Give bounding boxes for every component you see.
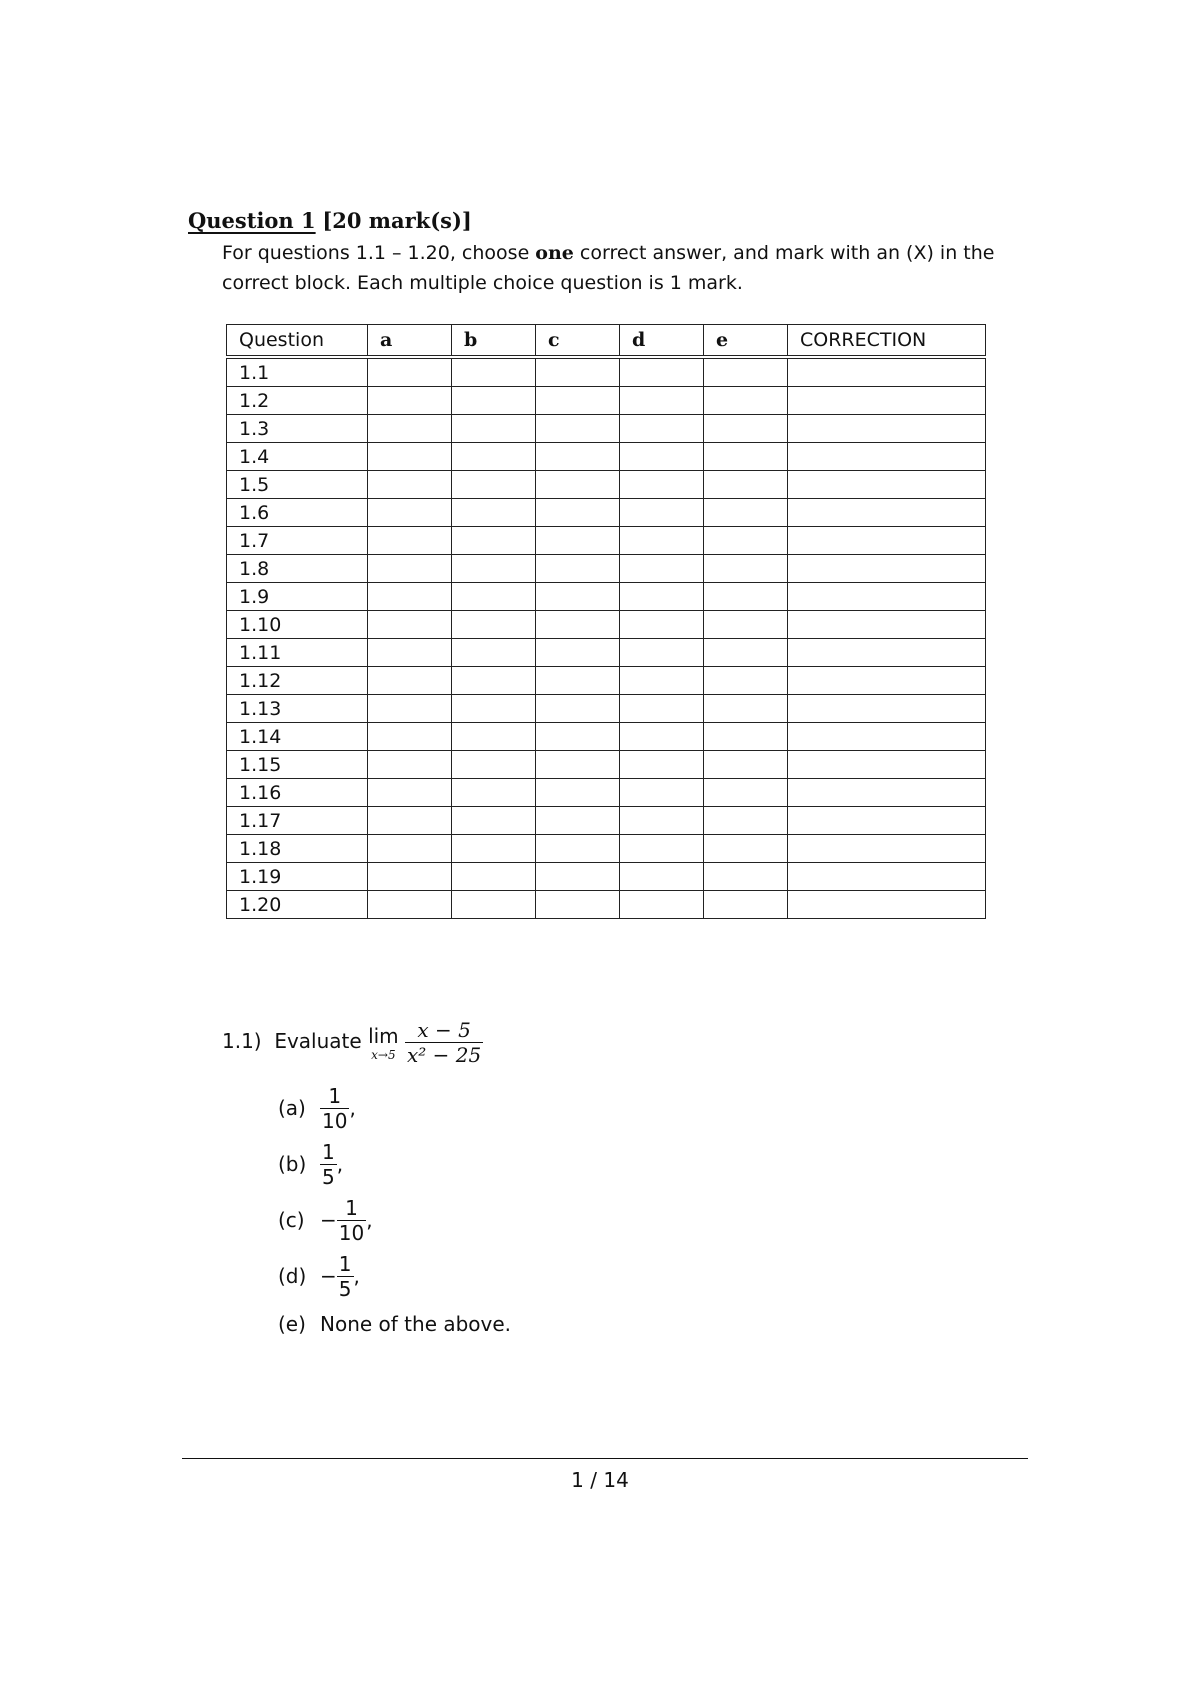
answer-cell-b[interactable]	[452, 751, 536, 779]
answer-cell-d[interactable]	[620, 471, 704, 499]
answer-cell-e[interactable]	[704, 723, 788, 751]
option-sign: −	[320, 1264, 337, 1288]
answer-table-body	[227, 357, 986, 919]
answer-table	[226, 324, 986, 919]
answer-cell-b[interactable]	[452, 611, 536, 639]
answer-cell-a[interactable]	[368, 807, 452, 835]
option-label: (e)	[278, 1312, 306, 1336]
table-row	[227, 555, 986, 583]
answer-cell-c[interactable]	[536, 807, 620, 835]
answer-cell-a[interactable]	[368, 639, 452, 667]
answer-cell-b[interactable]	[452, 695, 536, 723]
answer-cell-d[interactable]	[620, 891, 704, 919]
question-number-cell: 1.15	[227, 751, 368, 779]
answer-cell-a[interactable]	[368, 415, 452, 443]
table-row	[227, 667, 986, 695]
instructions-part2: correct answer, and mark with an (X) in the correct block. Each multiple choice question is 1 mark.	[222, 242, 995, 294]
answer-cell-c[interactable]	[536, 779, 620, 807]
answer-cell-d[interactable]	[620, 723, 704, 751]
answer-cell-d[interactable]	[620, 751, 704, 779]
answer-cell-e[interactable]	[704, 639, 788, 667]
answer-cell-e[interactable]	[704, 387, 788, 415]
correction-cell[interactable]	[788, 807, 986, 835]
table-row	[227, 807, 986, 835]
answer-cell-e[interactable]	[704, 499, 788, 527]
answer-cell-b[interactable]	[452, 527, 536, 555]
question-number-cell: 1.17	[227, 807, 368, 835]
correction-cell[interactable]	[788, 415, 986, 443]
answer-cell-a[interactable]	[368, 443, 452, 471]
table-row	[227, 415, 986, 443]
answer-cell-c[interactable]	[536, 471, 620, 499]
answer-cell-b[interactable]	[452, 471, 536, 499]
answer-cell-a[interactable]	[368, 891, 452, 919]
table-row	[227, 779, 986, 807]
question-number-cell: 1.19	[227, 863, 368, 891]
answer-cell-b[interactable]	[452, 891, 536, 919]
option-numerator: 1	[337, 1196, 366, 1221]
answer-cell-d[interactable]	[620, 499, 704, 527]
header-correction: CORRECTION	[788, 325, 986, 358]
answer-cell-d[interactable]	[620, 611, 704, 639]
answer-cell-a[interactable]	[368, 387, 452, 415]
answer-cell-a[interactable]	[368, 527, 452, 555]
table-row	[227, 499, 986, 527]
correction-cell[interactable]	[788, 723, 986, 751]
question-number-cell: 1.16	[227, 779, 368, 807]
option-suffix: ,	[366, 1208, 373, 1232]
answer-cell-e[interactable]	[704, 611, 788, 639]
answer-cell-c[interactable]	[536, 723, 620, 751]
table-row	[227, 695, 986, 723]
answer-cell-c[interactable]	[536, 387, 620, 415]
option-fraction	[337, 1196, 366, 1245]
table-row	[227, 443, 986, 471]
question-number-cell: 1.3	[227, 415, 368, 443]
question-number-cell: 1.9	[227, 583, 368, 611]
answer-cell-e[interactable]	[704, 527, 788, 555]
answer-cell-b[interactable]	[452, 583, 536, 611]
answer-cell-d[interactable]	[620, 357, 704, 387]
header-a: a	[368, 325, 452, 358]
answer-cell-e[interactable]	[704, 555, 788, 583]
option-numerator: 1	[338, 1251, 352, 1276]
correction-cell[interactable]	[788, 357, 986, 387]
answer-cell-a[interactable]	[368, 667, 452, 695]
option-3	[278, 1248, 511, 1304]
problem-number: 1.1)	[222, 1029, 262, 1053]
answer-cell-c[interactable]	[536, 611, 620, 639]
correction-cell[interactable]	[788, 863, 986, 891]
limit-fraction	[405, 1018, 483, 1067]
option-denominator: 10	[322, 1108, 348, 1133]
answer-cell-a[interactable]	[368, 779, 452, 807]
answer-cell-d[interactable]	[620, 779, 704, 807]
answer-cell-a[interactable]	[368, 357, 452, 387]
answer-cell-a[interactable]	[368, 555, 452, 583]
answer-cell-d[interactable]	[620, 695, 704, 723]
table-row	[227, 751, 986, 779]
answer-cell-d[interactable]	[620, 443, 704, 471]
footer-rule	[182, 1458, 1028, 1459]
table-row	[227, 471, 986, 499]
option-denominator: 5	[322, 1164, 335, 1189]
option-4	[278, 1304, 511, 1344]
answer-cell-c[interactable]	[536, 357, 620, 387]
question-number-cell: 1.7	[227, 527, 368, 555]
answer-cell-a[interactable]	[368, 471, 452, 499]
answer-cell-e[interactable]	[704, 779, 788, 807]
question-number-cell: 1.4	[227, 443, 368, 471]
correction-cell[interactable]	[788, 499, 986, 527]
answer-cell-b[interactable]	[452, 555, 536, 583]
header-d: d	[620, 325, 704, 358]
limit-operator	[368, 1024, 399, 1062]
answer-cell-a[interactable]	[368, 863, 452, 891]
answer-cell-d[interactable]	[620, 387, 704, 415]
correction-cell[interactable]	[788, 835, 986, 863]
option-fraction	[320, 1140, 337, 1189]
page-number: 1 / 14	[571, 1468, 629, 1492]
answer-cell-d[interactable]	[620, 527, 704, 555]
correction-cell[interactable]	[788, 639, 986, 667]
table-row	[227, 387, 986, 415]
answer-cell-d[interactable]	[620, 863, 704, 891]
answer-cell-e[interactable]	[704, 807, 788, 835]
answer-cell-e[interactable]	[704, 835, 788, 863]
problem-statement	[222, 1018, 483, 1067]
answer-cell-c[interactable]	[536, 695, 620, 723]
option-sign: −	[320, 1208, 337, 1232]
answer-cell-e[interactable]	[704, 443, 788, 471]
answer-cell-c[interactable]	[536, 583, 620, 611]
question-number-cell: 1.10	[227, 611, 368, 639]
answer-cell-d[interactable]	[620, 667, 704, 695]
answer-cell-d[interactable]	[620, 639, 704, 667]
answer-cell-a[interactable]	[368, 835, 452, 863]
table-row	[227, 891, 986, 919]
option-suffix: ,	[349, 1096, 356, 1120]
question-number-cell: 1.18	[227, 835, 368, 863]
answer-cell-a[interactable]	[368, 611, 452, 639]
limit-word: lim	[368, 1023, 399, 1048]
answer-cell-e[interactable]	[704, 695, 788, 723]
question-title: Question 1	[188, 208, 316, 233]
option-numerator: 1	[320, 1084, 349, 1109]
answer-cell-e[interactable]	[704, 583, 788, 611]
answer-cell-c[interactable]	[536, 667, 620, 695]
answer-cell-a[interactable]	[368, 583, 452, 611]
question-heading	[188, 208, 472, 233]
answer-cell-c[interactable]	[536, 891, 620, 919]
answer-cell-b[interactable]	[452, 357, 536, 387]
question-number-cell: 1.14	[227, 723, 368, 751]
correction-cell[interactable]	[788, 779, 986, 807]
correction-cell[interactable]	[788, 891, 986, 919]
answer-cell-b[interactable]	[452, 863, 536, 891]
answer-cell-e[interactable]	[704, 891, 788, 919]
table-row	[227, 583, 986, 611]
instructions	[222, 238, 1032, 298]
answer-cell-a[interactable]	[368, 499, 452, 527]
table-row	[227, 357, 986, 387]
table-row	[227, 611, 986, 639]
answer-cell-e[interactable]	[704, 667, 788, 695]
answer-cell-d[interactable]	[620, 555, 704, 583]
option-denominator: 10	[338, 1220, 365, 1245]
question-number-cell: 1.2	[227, 387, 368, 415]
fraction-numerator: x − 5	[405, 1018, 483, 1043]
question-number-cell: 1.6	[227, 499, 368, 527]
option-text: None of the above.	[320, 1312, 512, 1336]
correction-cell[interactable]	[788, 751, 986, 779]
answer-cell-b[interactable]	[452, 443, 536, 471]
correction-cell[interactable]	[788, 555, 986, 583]
answer-cell-b[interactable]	[452, 835, 536, 863]
question-number-cell: 1.20	[227, 891, 368, 919]
option-label: (b)	[278, 1152, 307, 1176]
header-c: c	[536, 325, 620, 358]
answer-cell-a[interactable]	[368, 695, 452, 723]
table-row	[227, 723, 986, 751]
fraction-denominator: x² − 25	[407, 1043, 482, 1067]
answer-cell-d[interactable]	[620, 583, 704, 611]
correction-cell[interactable]	[788, 443, 986, 471]
answer-cell-b[interactable]	[452, 415, 536, 443]
answer-options	[278, 1080, 511, 1344]
option-denominator: 5	[338, 1276, 352, 1301]
question-number-cell: 1.11	[227, 639, 368, 667]
answer-cell-b[interactable]	[452, 639, 536, 667]
instructions-bold: one	[535, 242, 574, 264]
answer-cell-c[interactable]	[536, 527, 620, 555]
correction-cell[interactable]	[788, 695, 986, 723]
answer-cell-c[interactable]	[536, 415, 620, 443]
answer-cell-d[interactable]	[620, 415, 704, 443]
answer-table-header	[227, 325, 986, 358]
table-row	[227, 527, 986, 555]
answer-cell-a[interactable]	[368, 723, 452, 751]
answer-cell-d[interactable]	[620, 835, 704, 863]
answer-cell-e[interactable]	[704, 357, 788, 387]
answer-cell-c[interactable]	[536, 499, 620, 527]
answer-cell-b[interactable]	[452, 807, 536, 835]
answer-cell-d[interactable]	[620, 807, 704, 835]
instructions-part1: For questions 1.1 – 1.20, choose	[222, 242, 536, 264]
question-number-cell: 1.1	[227, 357, 368, 387]
correction-cell[interactable]	[788, 527, 986, 555]
option-numerator: 1	[322, 1139, 335, 1164]
answer-cell-c[interactable]	[536, 863, 620, 891]
correction-cell[interactable]	[788, 471, 986, 499]
answer-cell-b[interactable]	[452, 667, 536, 695]
question-number-cell: 1.5	[227, 471, 368, 499]
answer-cell-b[interactable]	[452, 779, 536, 807]
answer-cell-e[interactable]	[704, 415, 788, 443]
answer-cell-e[interactable]	[704, 471, 788, 499]
answer-cell-a[interactable]	[368, 751, 452, 779]
correction-cell[interactable]	[788, 611, 986, 639]
option-fraction	[320, 1084, 349, 1133]
option-2	[278, 1192, 511, 1248]
correction-cell[interactable]	[788, 667, 986, 695]
answer-cell-e[interactable]	[704, 863, 788, 891]
answer-cell-b[interactable]	[452, 387, 536, 415]
option-1	[278, 1136, 511, 1192]
answer-cell-c[interactable]	[536, 443, 620, 471]
question-marks: [20 mark(s)]	[322, 208, 472, 233]
question-number-cell: 1.12	[227, 667, 368, 695]
answer-cell-c[interactable]	[536, 639, 620, 667]
option-0	[278, 1080, 511, 1136]
option-label: (d)	[278, 1264, 307, 1288]
header-e: e	[704, 325, 788, 358]
question-number-cell: 1.13	[227, 695, 368, 723]
answer-cell-e[interactable]	[704, 751, 788, 779]
correction-cell[interactable]	[788, 583, 986, 611]
option-label: (c)	[278, 1208, 305, 1232]
answer-cell-c[interactable]	[536, 555, 620, 583]
table-row	[227, 639, 986, 667]
table-row	[227, 863, 986, 891]
header-b: b	[452, 325, 536, 358]
correction-cell[interactable]	[788, 387, 986, 415]
answer-cell-c[interactable]	[536, 835, 620, 863]
header-question: Question	[227, 325, 368, 358]
table-row	[227, 835, 986, 863]
answer-cell-c[interactable]	[536, 751, 620, 779]
option-suffix: ,	[336, 1152, 344, 1176]
option-fraction	[337, 1252, 354, 1301]
answer-cell-b[interactable]	[452, 499, 536, 527]
question-number-cell: 1.8	[227, 555, 368, 583]
option-suffix: ,	[353, 1264, 360, 1288]
answer-cell-b[interactable]	[452, 723, 536, 751]
limit-subscript: x→5	[371, 1047, 396, 1062]
option-label: (a)	[278, 1096, 306, 1120]
problem-prompt: Evaluate	[274, 1029, 362, 1053]
